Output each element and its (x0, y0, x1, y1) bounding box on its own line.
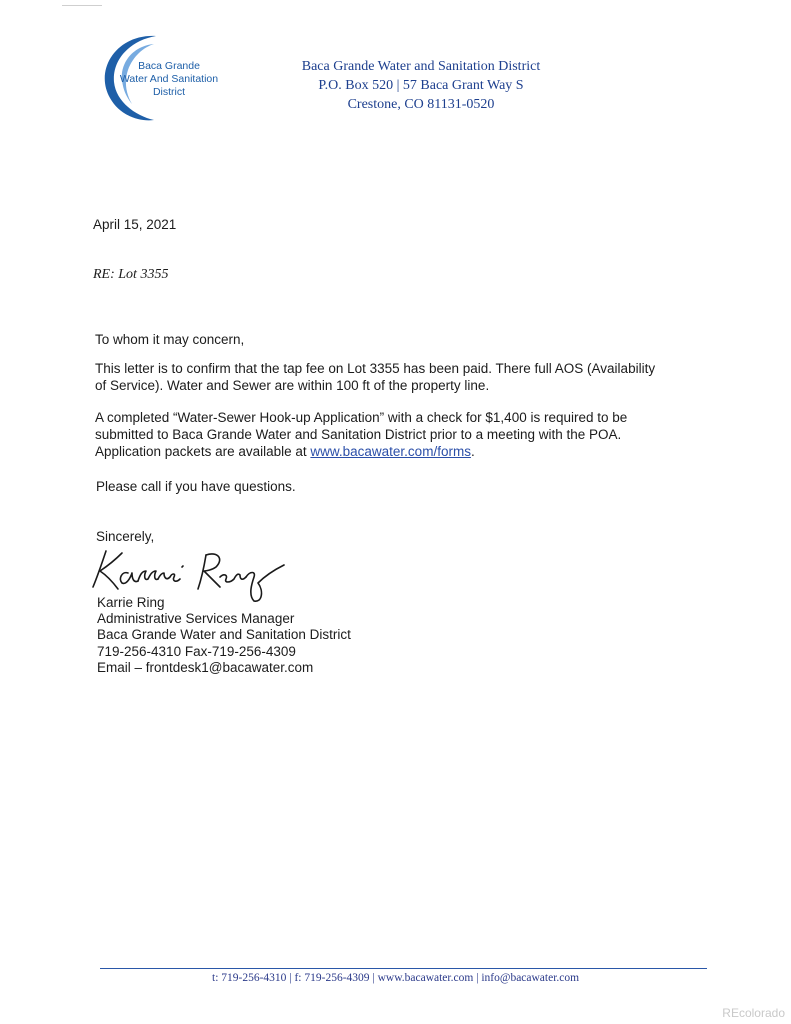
signer-name: Karrie Ring (97, 595, 165, 610)
paragraph-2-line-3-prefix: Application packets are available at (95, 444, 311, 459)
letterhead-name: Baca Grande Water and Sanitation District (301, 59, 541, 74)
signer-phones: 719-256-4310 Fax-719-256-4309 (97, 644, 296, 659)
signer-org: Baca Grande Water and Sanitation District (97, 627, 351, 642)
signer-title: Administrative Services Manager (97, 611, 295, 626)
scan-artifact (62, 5, 102, 6)
paragraph-1-line-1: This letter is to confirm that the tap fee on Lot 3355 has been paid. There full AOS (Availability (95, 361, 656, 376)
closing: Sincerely, (96, 529, 155, 544)
logo-line-1: Baca Grande (138, 60, 200, 72)
paragraph-3: Please call if you have questions. (96, 479, 296, 494)
logo-text (116, 60, 222, 99)
footer-contact: t: 719-256-4310 | f: 719-256-4309 | www.bacawater.com | info@bacawater.com (212, 972, 580, 984)
paragraph-2-line-2: submitted to Baca Grande Water and Sanitation District prior to a meeting with the POA. (95, 427, 622, 442)
letterhead (290, 57, 552, 114)
logo-line-2: Water And Sanitation (119, 73, 219, 85)
paragraph-2-line-3 (95, 443, 475, 460)
district-logo (96, 30, 246, 125)
salutation: To whom it may concern, (95, 332, 245, 347)
letterhead-address-1: P.O. Box 520 | 57 Baca Grant Way S (318, 78, 524, 93)
logo-line-3: District (152, 86, 186, 98)
signer-email: Email – frontdesk1@bacawater.com (97, 660, 314, 675)
recolorado-watermark: REcolorado (722, 1006, 785, 1020)
paragraph-2-line-3-suffix: . (470, 444, 475, 459)
letterhead-address-2: Crestone, CO 81131-0520 (347, 97, 495, 112)
forms-link[interactable]: www.bacawater.com/forms (310, 444, 471, 459)
paragraph-2-line-1: A completed “Water-Sewer Hook-up Application” with a check for $1,400 is required to be (95, 410, 628, 425)
paragraph-1-line-2: of Service). Water and Sewer are within 100 ft of the property line. (95, 378, 490, 393)
letter-date: April 15, 2021 (93, 217, 177, 232)
re-line: RE: Lot 3355 (93, 267, 169, 282)
footer-divider (100, 968, 707, 969)
